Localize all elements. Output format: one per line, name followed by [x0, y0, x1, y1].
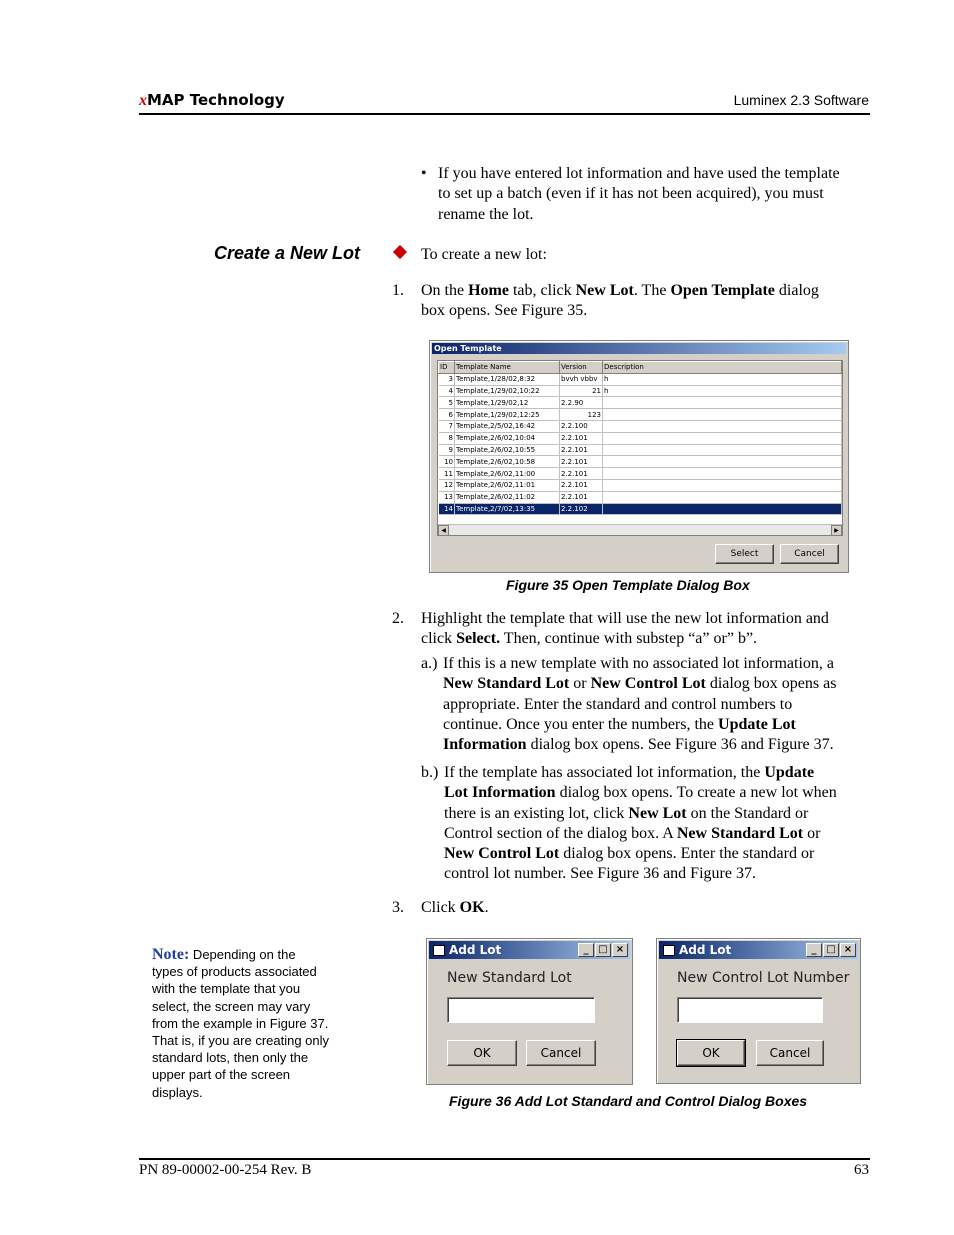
- new-standard-lot-label: New Standard Lot: [447, 970, 572, 986]
- note-label: Note:: [152, 946, 190, 963]
- new-control-lot-label: New Control Lot Number: [677, 970, 850, 986]
- step2-number: 2.: [392, 610, 404, 627]
- table-row[interactable]: 4 Template,1/29/02,10:22 21 h: [439, 385, 842, 397]
- scroll-right-icon[interactable]: ▶: [831, 525, 842, 536]
- col-header-description[interactable]: Description: [603, 362, 842, 374]
- open-template-dialog: [429, 340, 849, 573]
- col-header-template-name[interactable]: Template Name: [455, 362, 560, 374]
- standard-lot-input[interactable]: [447, 997, 595, 1023]
- brand-x: x: [139, 92, 147, 109]
- diamond-bullet-icon: [393, 245, 407, 259]
- table-row[interactable]: 8 Template,2/6/02,10:04 2.2.101: [439, 432, 842, 444]
- step3-number: 3.: [392, 899, 404, 916]
- section-intro: To create a new lot:: [421, 246, 547, 263]
- step1-text: On the Home tab, click New Lot. The Open Template dialog box opens. See Figure 35.: [421, 282, 819, 320]
- horizontal-scrollbar[interactable]: [438, 524, 842, 535]
- table-row[interactable]: 10 Template,2/6/02,10:58 2.2.101: [439, 456, 842, 468]
- table-row-selected[interactable]: 14 Template,2/7/02,13:35 2.2.102: [439, 503, 842, 515]
- ok-button[interactable]: OK: [677, 1040, 745, 1066]
- minimize-icon[interactable]: _: [578, 943, 594, 957]
- table-row[interactable]: 13 Template,2/6/02,11:02 2.2.101: [439, 491, 842, 503]
- footer-rule: [139, 1158, 870, 1160]
- figure35-caption: Figure 35 Open Template Dialog Box: [506, 577, 750, 593]
- cancel-button[interactable]: Cancel: [756, 1040, 824, 1066]
- close-icon[interactable]: ×: [840, 943, 856, 957]
- add-lot-titlebar: Add Lot _ □ ×: [659, 941, 858, 959]
- add-lot-titlebar: Add Lot _ □ ×: [429, 941, 630, 959]
- open-template-titlebar: Open Template: [432, 343, 846, 354]
- table-row[interactable]: 11 Template,2/6/02,11:00 2.2.101: [439, 468, 842, 480]
- step1-number: 1.: [392, 282, 404, 299]
- figure36-caption: Figure 36 Add Lot Standard and Control Dialog Boxes: [449, 1093, 808, 1109]
- step3-text: Click OK.: [421, 899, 489, 916]
- footer-part-number: PN 89-00002-00-254 Rev. B: [139, 1162, 312, 1178]
- header-rule: [139, 113, 870, 115]
- add-control-lot-dialog: [656, 938, 861, 1084]
- bullet-dot: •: [421, 165, 427, 182]
- table-row[interactable]: 3 Template,1/28/02,8:32 bvvh vbbv h: [439, 373, 842, 385]
- add-standard-lot-dialog: [426, 938, 633, 1085]
- window-icon: [433, 945, 445, 956]
- table-row[interactable]: 9 Template,2/6/02,10:55 2.2.101: [439, 444, 842, 456]
- side-note: Note: Depending on the types of products associated with the template that you select, the screen may vary from the example in Figure 37. That is, if you are creating only standard lots, then only the upper part of the screen displays.: [152, 946, 330, 1100]
- header-product: Luminex 2.3 Software: [733, 92, 869, 108]
- col-header-version[interactable]: Version: [560, 362, 603, 374]
- control-lot-input[interactable]: [677, 997, 823, 1023]
- header-brand: [139, 91, 285, 110]
- table-row[interactable]: 5 Template,1/29/02,12 2.2.90: [439, 397, 842, 409]
- select-button[interactable]: Select: [715, 544, 774, 564]
- brand-name: MAP Technology: [147, 91, 285, 109]
- maximize-icon[interactable]: □: [823, 943, 839, 957]
- close-icon[interactable]: ×: [612, 943, 628, 957]
- page-number: 63: [854, 1162, 869, 1178]
- table-row[interactable]: 12 Template,2/6/02,11:01 2.2.101: [439, 479, 842, 491]
- minimize-icon[interactable]: _: [806, 943, 822, 957]
- cancel-button[interactable]: Cancel: [780, 544, 839, 564]
- template-grid[interactable]: [437, 360, 843, 536]
- substep-b-text: If the template has associated lot information, the Update Lot Information dialog box opens. To create a new lot when there is an existing lot, click New Lot on the Standard or Control section of the dialog box. A New Standard Lot or New Control Lot dialog box opens. Enter the standard or control lot number. See Figure 36 and Figure 37.: [444, 764, 837, 883]
- scroll-left-icon[interactable]: ◀: [438, 525, 449, 536]
- maximize-icon[interactable]: □: [595, 943, 611, 957]
- step2-text: Highlight the template that will use the new lot information and click Select. Then, continue with substep “a” or” b”.: [421, 610, 829, 648]
- substep-a-label: a.): [421, 655, 438, 672]
- table-row[interactable]: 6 Template,1/29/02,12:25 123: [439, 409, 842, 421]
- col-header-id[interactable]: ID: [439, 362, 455, 374]
- section-title: Create a New Lot: [214, 243, 361, 263]
- bullet-text: If you have entered lot information and have used the template to set up a batch (even if it has not been acquired), you must rename the lot.: [438, 165, 840, 223]
- cancel-button[interactable]: Cancel: [526, 1040, 596, 1066]
- substep-a-text: If this is a new template with no associated lot information, a New Standard Lot or New Control Lot dialog box opens as appropriate. Enter the standard and control numbers to continue. Once you enter the numbers, the Update Lot Information dialog box opens. See Figure 36 and Figure 37.: [443, 655, 837, 754]
- window-icon: [663, 945, 675, 956]
- substep-b-label: b.): [421, 764, 439, 781]
- ok-button[interactable]: OK: [447, 1040, 517, 1066]
- table-row[interactable]: 7 Template,2/5/02,16:42 2.2.100: [439, 420, 842, 432]
- template-table: [438, 361, 842, 515]
